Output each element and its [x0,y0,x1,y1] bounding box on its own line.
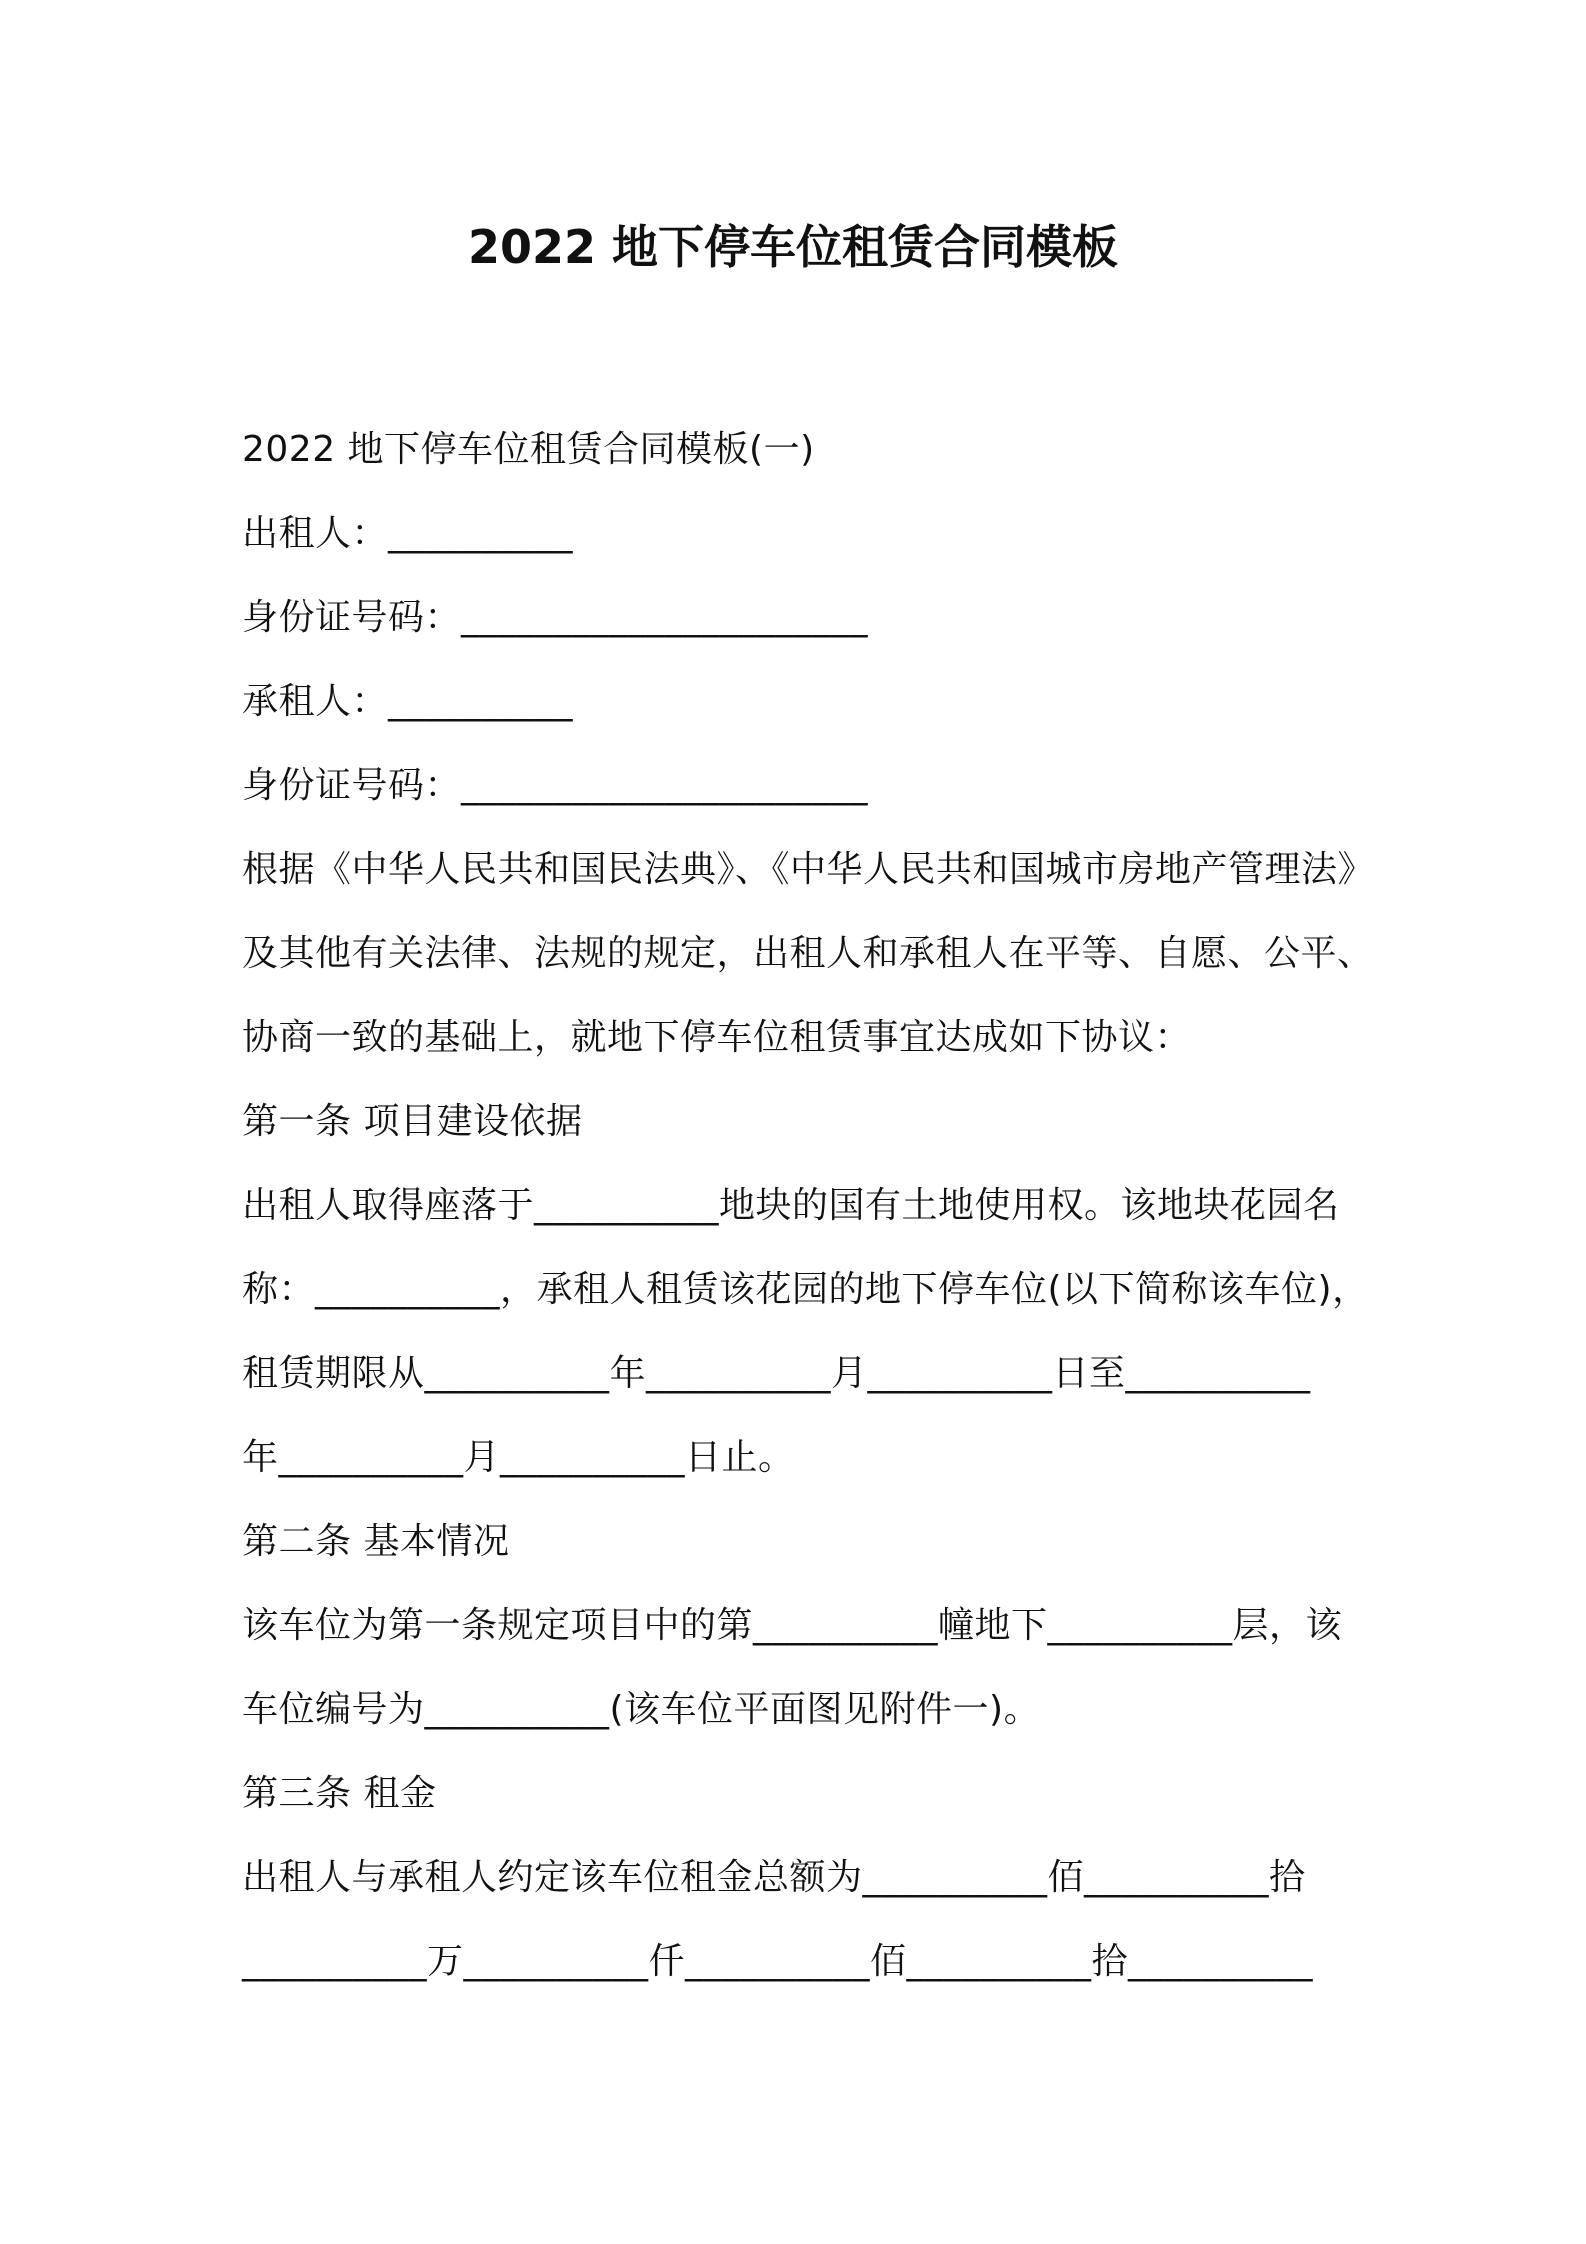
article-3-heading: 第三条 租金 [242,1773,437,1814]
lessor-line: 出租人：__________ [242,513,574,554]
document-body [242,408,1375,2004]
article-2-line-1: 该车位为第一条规定项目中的第__________幢地下__________层，该 [242,1605,1343,1646]
lessee-line: 承租人：__________ [242,681,574,722]
preamble-line-1: 根据《中华人民共和国民法典》、《中华人民共和国城市房地产管理法》 [242,849,1375,890]
article-1-line-3: 租赁期限从__________年__________月__________日至__________ [242,1353,1311,1394]
article-1-line-2: 称：__________，承租人租赁该花园的地下停车位(以下简称该车位)， [242,1269,1369,1310]
article-2-heading: 第二条 基本情况 [242,1521,510,1562]
article-3-line-1: 出租人与承租人约定该车位租金总额为__________佰__________拾 [242,1857,1306,1898]
article-1-heading: 第一条 项目建设依据 [242,1101,583,1142]
document-title: 2022 地下停车位租赁合同模板 [467,220,1119,274]
preamble-line-3: 协商一致的基础上，就地下停车位租赁事宜达成如下协议： [242,1017,1192,1058]
article-3-line-2: __________万__________仟__________佰__________拾__________ [242,1941,1313,1982]
preamble-line-2: 及其他有关法律、法规的规定，出租人和承租人在平等、自愿、公平、 [242,933,1374,974]
article-1-line-1: 出租人取得座落于__________地块的国有土地使用权。该地块花园名 [242,1185,1340,1226]
subtitle-line: 2022 地下停车位租赁合同模板(一) [242,429,815,470]
article-1-line-4: 年__________月__________日止。 [242,1437,795,1478]
article-2-line-2: 车位编号为__________(该车位平面图见附件一)。 [242,1689,1041,1730]
lessee-id-line: 身份证号码：______________________ [242,765,869,806]
lessor-id-line: 身份证号码：______________________ [242,597,869,638]
